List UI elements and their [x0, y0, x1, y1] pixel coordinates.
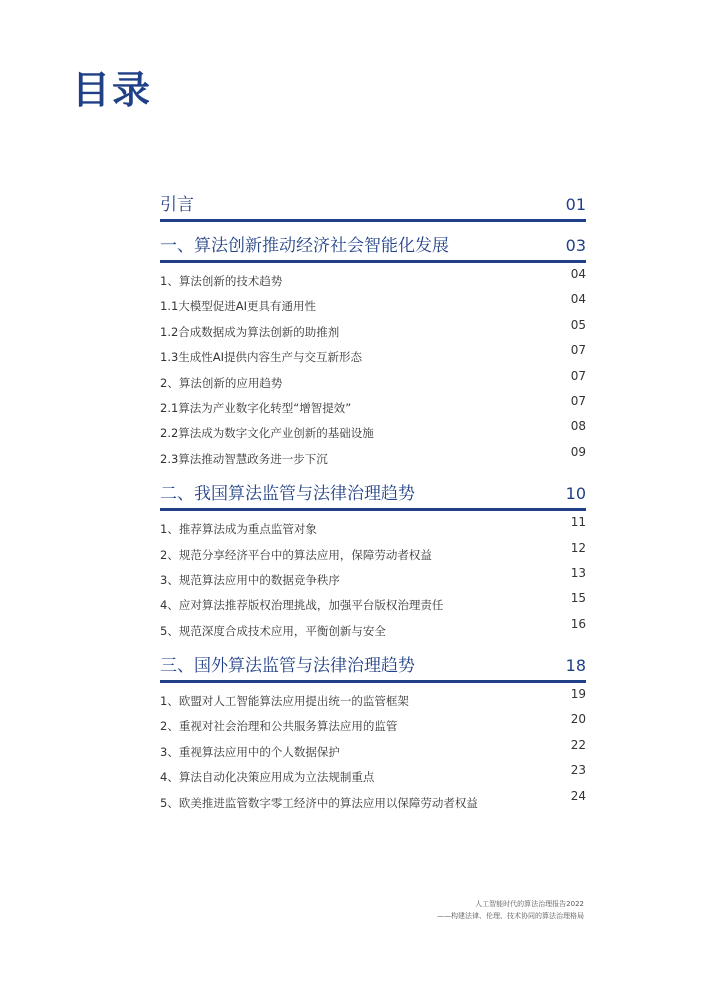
toc-item-label: 4、应对算法推荐版权治理挑战，加强平台版权治理责任 — [160, 598, 444, 613]
toc-item-label: 2.1算法为产业数字化转型“增智提效” — [160, 400, 352, 415]
toc-item[interactable] — [160, 589, 586, 614]
toc-item-label: 2、重视对社会治理和公共服务算法应用的监管 — [160, 719, 398, 734]
toc-section[interactable] — [160, 655, 586, 680]
toc-section[interactable] — [160, 483, 586, 508]
toc-item[interactable] — [160, 564, 586, 589]
toc-item-page: 04 — [570, 292, 586, 307]
toc-item[interactable] — [160, 316, 586, 341]
toc-item-label: 1.2合成数据成为算法创新的助推剂 — [160, 324, 340, 339]
toc-item[interactable] — [160, 443, 586, 468]
toc-item[interactable] — [160, 290, 586, 315]
section-items — [160, 511, 586, 640]
toc-item-page: 24 — [570, 788, 586, 803]
toc-item-page: 16 — [570, 616, 586, 631]
footer-subtitle: ——构建法律、伦理、技术协同的算法治理格局 — [437, 912, 584, 920]
toc-item[interactable] — [160, 761, 586, 786]
toc-item-label: 2、规范分享经济平台中的算法应用，保障劳动者权益 — [160, 547, 432, 562]
toc-intro-page: 01 — [565, 195, 586, 214]
divider — [160, 219, 586, 222]
toc-item-page: 12 — [570, 540, 586, 555]
toc-item-page: 05 — [570, 317, 586, 332]
toc-intro-label: 引言 — [160, 195, 194, 215]
section-title: 一、算法创新推动经济社会智能化发展 — [160, 236, 449, 256]
toc-item-label: 3、规范算法应用中的数据竞争秩序 — [160, 572, 340, 587]
page-title: 目录 — [72, 68, 153, 112]
section-title: 二、我国算法监管与法律治理趋势 — [160, 484, 415, 505]
toc-item-page: 15 — [570, 591, 586, 606]
toc-item[interactable] — [160, 513, 586, 538]
toc-item-page: 08 — [570, 419, 586, 434]
section-items — [160, 263, 586, 468]
toc-item-label: 5、规范深度合成技术应用，平衡创新与安全 — [160, 623, 386, 638]
toc-item-label: 1、推荐算法成为重点监管对象 — [160, 522, 317, 537]
toc-item[interactable] — [160, 710, 586, 735]
toc-item[interactable] — [160, 417, 586, 442]
toc-item-label: 2.3算法推动智慧政务进一步下沉 — [160, 451, 328, 466]
section-page: 18 — [565, 656, 586, 676]
toc-item-label: 1.3生成性AI提供内容生产与交互新形态 — [160, 350, 363, 365]
toc-item-page: 09 — [570, 444, 586, 459]
toc-item-page: 22 — [570, 737, 586, 752]
toc-item-page: 11 — [570, 515, 586, 530]
toc-item-page: 19 — [570, 687, 586, 702]
toc-item[interactable] — [160, 367, 586, 392]
toc-item-label: 1、欧盟对人工智能算法应用提出统一的监管框架 — [160, 694, 409, 709]
toc-item[interactable] — [160, 685, 586, 710]
toc-item-label: 3、重视算法应用中的个人数据保护 — [160, 744, 340, 759]
toc-item-page: 13 — [570, 565, 586, 580]
toc-item-label: 1、算法创新的技术趋势 — [160, 274, 283, 288]
section-page: 03 — [565, 236, 586, 255]
toc-item[interactable] — [160, 615, 586, 640]
toc-item[interactable] — [160, 392, 586, 417]
toc-section[interactable] — [160, 235, 586, 260]
toc-item-page: 23 — [570, 763, 586, 778]
toc-item-label: 1.1大模型促进AI更具有通用性 — [160, 299, 317, 314]
toc-item[interactable] — [160, 265, 586, 290]
toc-item[interactable] — [160, 539, 586, 564]
footer-report-title: 人工智能时代的算法治理报告2022 — [475, 900, 584, 908]
section-title: 三、国外算法监管与法律治理趋势 — [160, 656, 415, 677]
toc-item-page: 07 — [570, 368, 586, 383]
section-items — [160, 683, 586, 812]
table-of-contents — [160, 194, 586, 827]
toc-item-label: 4、算法自动化决策应用成为立法规制重点 — [160, 770, 375, 785]
toc-item-page: 07 — [570, 393, 586, 408]
toc-item-page: 07 — [570, 343, 586, 358]
toc-intro[interactable] — [160, 194, 586, 219]
toc-item-label: 2.2算法成为数字文化产业创新的基础设施 — [160, 426, 374, 441]
toc-item[interactable] — [160, 736, 586, 761]
toc-item-page: 20 — [570, 712, 586, 727]
section-page: 10 — [565, 484, 586, 504]
toc-item-page: 04 — [570, 267, 586, 281]
toc-item[interactable] — [160, 787, 586, 812]
toc-item-label: 2、算法创新的应用趋势 — [160, 375, 283, 390]
toc-item[interactable] — [160, 341, 586, 366]
footer — [437, 898, 584, 922]
toc-item-label: 5、欧美推进监管数字零工经济中的算法应用以保障劳动者权益 — [160, 795, 478, 810]
